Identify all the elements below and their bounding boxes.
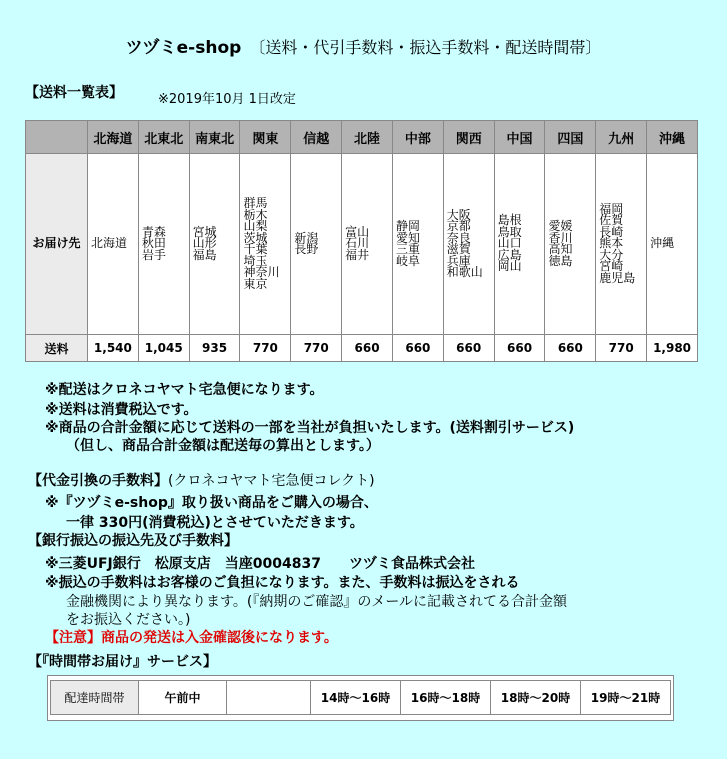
time-slot <box>227 681 311 715</box>
fee-cell: 660 <box>545 335 596 362</box>
pref-cell <box>240 154 291 335</box>
shipping-note: ※商品の合計金額に応じて送料の一部を当社が負担いたします。(送料割引サービス) <box>45 420 575 436</box>
pref-cell <box>443 154 494 335</box>
fee-cell: 660 <box>443 335 494 362</box>
cod-heading <box>28 470 375 490</box>
pref-cell <box>342 154 393 335</box>
time-slot: 午前中 <box>139 681 227 715</box>
page-subtitle: 〔送料・代引手数料・振込手数料・配送時間帯〕 <box>249 38 602 57</box>
pref-cell <box>189 154 240 335</box>
time-slot: 14時～16時 <box>311 681 401 715</box>
pref-cell <box>596 154 647 335</box>
pref-list: 宮城 山形 福島 <box>192 224 217 262</box>
pref-list: 富山 石川 福井 <box>345 224 370 262</box>
shipping-rate-table <box>25 120 698 362</box>
region-header: 北東北 <box>138 121 189 154</box>
pref-list: 沖縄 <box>650 236 675 251</box>
bank-account: ※三菱UFJ銀行 松原支店 当座0004837 ツヅミ食品株式会社 <box>45 556 475 572</box>
fee-cell: 770 <box>596 335 647 362</box>
fee-cell: 935 <box>189 335 240 362</box>
shipping-note: （但し、商品合計金額は配送毎の算出とします。） <box>66 438 380 454</box>
pref-list: 新潟 長野 <box>294 230 319 256</box>
pref-list: 愛媛 香川 高知 徳島 <box>548 219 573 268</box>
region-header: 関西 <box>443 121 494 154</box>
fee-cell: 770 <box>240 335 291 362</box>
fee-cell: 1,045 <box>138 335 189 362</box>
page-title <box>0 33 727 58</box>
pref-cell <box>545 154 596 335</box>
region-header: 北陸 <box>342 121 393 154</box>
revision-date: ※2019年10月 1日改定 <box>158 92 296 107</box>
pref-list: 青森 秋田 岩手 <box>141 224 166 262</box>
time-slot: 19時～21時 <box>581 681 671 715</box>
cod-heading-sub: (クロネコヤマト宅急便コレクト) <box>168 473 375 489</box>
region-header: 信越 <box>291 121 342 154</box>
shop-name: ツヅミe-shop <box>125 38 242 58</box>
region-header: 沖縄 <box>647 121 698 154</box>
pref-list: 群馬 栃木 山梨 茨城 千葉 埼玉 神奈川 東京 <box>243 196 280 291</box>
fee-cell: 1,980 <box>647 335 698 362</box>
pref-list: 福岡 佐賀 長崎 熊本 大分 宮崎 鹿児島 <box>599 201 636 285</box>
region-header: 中国 <box>494 121 545 154</box>
pref-list: 島根 鳥取 山口 広島 岡山 <box>497 213 522 274</box>
shipping-heading: 【送料一覧表】 <box>25 85 123 101</box>
fee-cell: 660 <box>494 335 545 362</box>
fee-cell: 1,540 <box>88 335 139 362</box>
pref-cell <box>138 154 189 335</box>
shipping-note: ※送料は消費税込です。 <box>45 402 198 418</box>
pref-list: 北海道 <box>91 236 128 251</box>
caution-notice <box>45 627 338 647</box>
fee-cell: 660 <box>392 335 443 362</box>
destination-row <box>26 154 698 335</box>
corner-cell <box>26 121 88 154</box>
region-header: 中部 <box>392 121 443 154</box>
fee-cell: 660 <box>342 335 393 362</box>
pref-cell <box>291 154 342 335</box>
pref-cell <box>88 154 139 335</box>
pref-list: 静岡 愛知 三重 岐阜 <box>395 219 420 268</box>
caution-tag: 【注意】 <box>45 630 101 646</box>
region-header: 北海道 <box>88 121 139 154</box>
region-header: 南東北 <box>189 121 240 154</box>
time-slot-table <box>50 680 671 715</box>
time-slot-label: 配達時間帯 <box>51 681 139 715</box>
pref-cell <box>647 154 698 335</box>
bank-heading: 【銀行振込の振込先及び手数料】 <box>28 533 238 549</box>
fee-row <box>26 335 698 362</box>
destination-label: お届け先 <box>26 154 88 335</box>
bank-fee-line: 金融機関により異なります。(『納期のご確認』のメールに記載されてる合計金額 <box>66 594 568 610</box>
cod-heading-title: 【代金引換の手数料】 <box>28 473 168 489</box>
pref-cell <box>494 154 545 335</box>
region-header-row <box>26 121 698 154</box>
time-slot: 16時～18時 <box>401 681 491 715</box>
caution-text: 商品の発送は入金確認後になります。 <box>101 630 338 646</box>
time-slot: 18時～20時 <box>491 681 581 715</box>
region-header: 九州 <box>596 121 647 154</box>
cod-line: ※『ツヅミe-shop』取り扱い商品をご購入の場合、 <box>45 495 378 511</box>
bank-fee-line: をお振込ください。) <box>66 612 191 628</box>
fee-cell: 770 <box>291 335 342 362</box>
region-header: 関東 <box>240 121 291 154</box>
region-header: 四国 <box>545 121 596 154</box>
cod-line: 一律 330円(消費税込)とさせていただきます。 <box>66 515 364 531</box>
pref-cell <box>392 154 443 335</box>
pref-list: 大阪 京都 奈良 滋賀 兵庫 和歌山 <box>446 207 483 279</box>
bank-fee-line: ※振込の手数料はお客様のご負担になります。また、手数料は振込をされる <box>45 575 520 591</box>
shipping-note: ※配送はクロネコヤマト宅急便になります。 <box>45 382 324 398</box>
fee-label: 送料 <box>26 335 88 362</box>
time-service-heading: 【『時間帯お届け』サービス】 <box>28 654 217 670</box>
